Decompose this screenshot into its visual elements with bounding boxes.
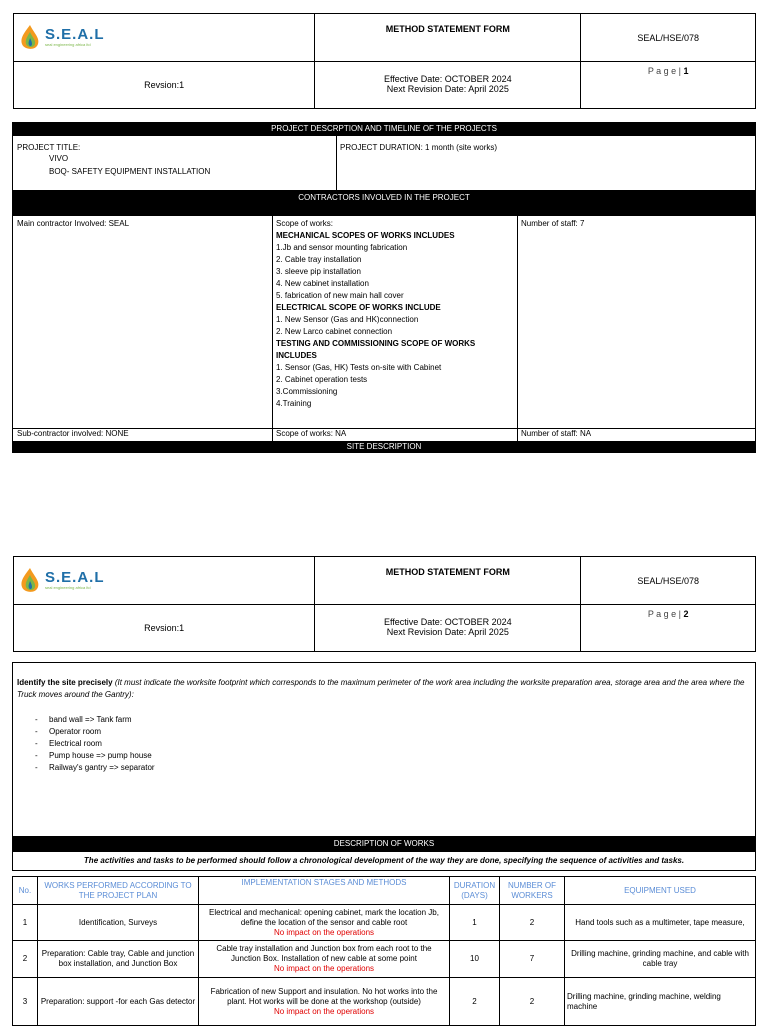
table-row [13,978,756,1026]
row-work: Preparation: Cable tray, Cable and junction box installation, and Junction Box [38,941,199,978]
logo-wordmark: S.E.A.L [45,26,105,43]
list-item: - Railway's gantry => separator [33,762,155,774]
test-item: 3.Commissioning [276,387,338,396]
site-description-bar: SITE DESCRIPTION [12,441,756,453]
next-revision-date: Next Revision Date: April 2025 [386,627,509,637]
logo-wordmark: S.E.A.L [45,569,105,586]
test-heading: TESTING AND COMMISSIONING SCOPE OF WORKS INCLUDES [276,339,476,360]
site-list [33,714,155,774]
row-days: 1 [450,905,500,941]
row-impact: No impact on the operations [273,964,375,973]
seal-flame-logo-icon [18,24,42,52]
row-impact: No impact on the operations [273,927,375,937]
test-item: 2. Cabinet operation tests [276,375,368,384]
col-workers: NUMBER OF WORKERS [500,877,565,905]
row-equipment: Drilling machine, grinding machine, and cable with cable tray [565,941,756,978]
row-no: 3 [13,978,38,1026]
form-title: METHOD STATEMENT FORM [315,557,581,605]
row-method: Cable tray installation and Junction box from each root to the Junction Box. Installation of new cable at some point [216,944,432,963]
row-method: Fabrication of new Support and insulation. No hot works into the plant. Hot works will be done at the workshop (outside) [210,986,438,1006]
page2-header [13,556,756,652]
row-method: Electrical and mechanical: opening cabinet, mark the location Jb, define the location of the sensor and cable root [209,907,439,927]
col-equipment: EQUIPMENT USED [565,877,756,905]
row-method-cell [199,905,450,941]
row-workers: 7 [500,941,565,978]
dates-cell [315,605,581,652]
row-work: Identification, Surveys [38,905,199,941]
row-equipment: Drilling machine, grinding machine, welding machine [565,978,756,1026]
mech-item: 2. Cable tray installation [276,255,362,264]
project-bar: PROJECT DESCRPTION AND TIMELINE OF THE PROJECTS [12,122,756,135]
list-item: - band wall => Tank farm [33,714,155,726]
divider [336,135,337,191]
project-title-line2: BOQ- SAFETY EQUIPMENT INSTALLATION [49,167,211,176]
project-duration: PROJECT DURATION: 1 month (site works) [340,143,498,152]
scope-of-works [276,218,514,410]
works-table [12,876,756,1026]
site-identify-text [17,677,747,701]
divider [517,215,518,442]
mech-heading: MECHANICAL SCOPES OF WORKS INCLUDES [276,231,455,240]
page-number: 2 [683,609,689,619]
row-no: 1 [13,905,38,941]
mech-item: 3. sleeve pip installation [276,267,361,276]
doc-code: SEAL/HSE/078 [581,557,756,605]
elec-heading: ELECTRICAL SCOPE OF WORKS INCLUDE [276,303,441,312]
staff-count: Number of staff: 7 [521,219,585,228]
list-item: - Pump house => pump house [33,750,155,762]
table-row [13,941,756,978]
project-title-label: PROJECT TITLE: [17,143,81,152]
revision: Revsion:1 [14,62,315,109]
dates-cell [315,62,581,109]
row-no: 2 [13,941,38,978]
main-contractor: Main contractor Involved: SEAL [17,219,130,228]
seal-flame-logo-icon [18,567,42,595]
next-revision-date: Next Revision Date: April 2025 [386,84,509,94]
elec-item: 2. New Larco cabinet connection [276,327,393,336]
row-method-cell [199,978,450,1026]
logo-tagline: seal engineering africa ltd [45,585,91,590]
row-method-cell [199,941,450,978]
identify-bold: Identify the site precisely [17,678,113,687]
page-number-cell [581,605,756,652]
test-item: 4.Training [276,399,312,408]
row-days: 2 [450,978,500,1026]
effective-date: Effective Date: OCTOBER 2024 [383,74,512,84]
row-impact: No impact on the operations [273,1006,375,1016]
elec-item: 1. New Sensor (Gas and HK)connection [276,315,419,324]
contractors-bar: CONTRACTORS INVOLVED IN THE PROJECT [12,191,756,215]
col-no: No. [13,877,38,905]
identify-italic: (It must indicate the worksite footprint which corresponds to the maximum perimeter of the work area including the worksite preparation area, storage area and the area where the Truck moves around the Gantry): [17,678,745,699]
divider [272,215,273,442]
doc-code: SEAL/HSE/078 [581,14,756,62]
project-title-line1: VIVO [49,154,69,163]
scope-label: Scope of works: [276,219,333,228]
row-work: Preparation: support -for each Gas detector [38,978,199,1026]
table-header-row [13,877,756,905]
revision: Revsion:1 [14,605,315,652]
mech-item: 1.Jb and sensor mounting fabrication [276,243,408,252]
page-number-cell [581,62,756,109]
col-methods: IMPLEMENTATION STAGES AND METHODS [199,877,450,905]
logo-cell [14,14,315,62]
sub-contractor: Sub-contractor involved: NONE [17,429,129,438]
col-duration: DURATION (DAYS) [450,877,500,905]
test-item: 1. Sensor (Gas, HK) Tests on-site with Cabinet [276,363,442,372]
table-row [13,905,756,941]
row-workers: 2 [500,978,565,1026]
works-note: The activities and tasks to be performed should follow a chronological development of the way they are done, specifying the sequence of activities and tasks. [83,856,685,865]
page1-header [13,13,756,109]
page-number: 1 [683,66,689,76]
list-item: - Operator room [33,726,155,738]
form-title: METHOD STATEMENT FORM [315,14,581,62]
mech-item: 5. fabrication of new main hall cover [276,291,404,300]
mech-item: 4. New cabinet installation [276,279,369,288]
page-label: P a g e | [647,609,682,619]
col-works: WORKS PERFORMED ACCORDING TO THE PROJECT PLAN [38,877,199,905]
page-label: P a g e | [647,66,682,76]
works-bar: DESCRIPTION OF WORKS [12,837,756,851]
sub-staff: Number of staff: NA [521,429,592,438]
logo-tagline: seal engineering africa ltd [45,42,91,47]
effective-date: Effective Date: OCTOBER 2024 [383,617,512,627]
row-equipment: Hand tools such as a multimeter, tape measure, [565,905,756,941]
row-days: 10 [450,941,500,978]
list-item: - Electrical room [33,738,155,750]
row-workers: 2 [500,905,565,941]
logo-cell [14,557,315,605]
sub-scope: Scope of works: NA [276,429,347,438]
